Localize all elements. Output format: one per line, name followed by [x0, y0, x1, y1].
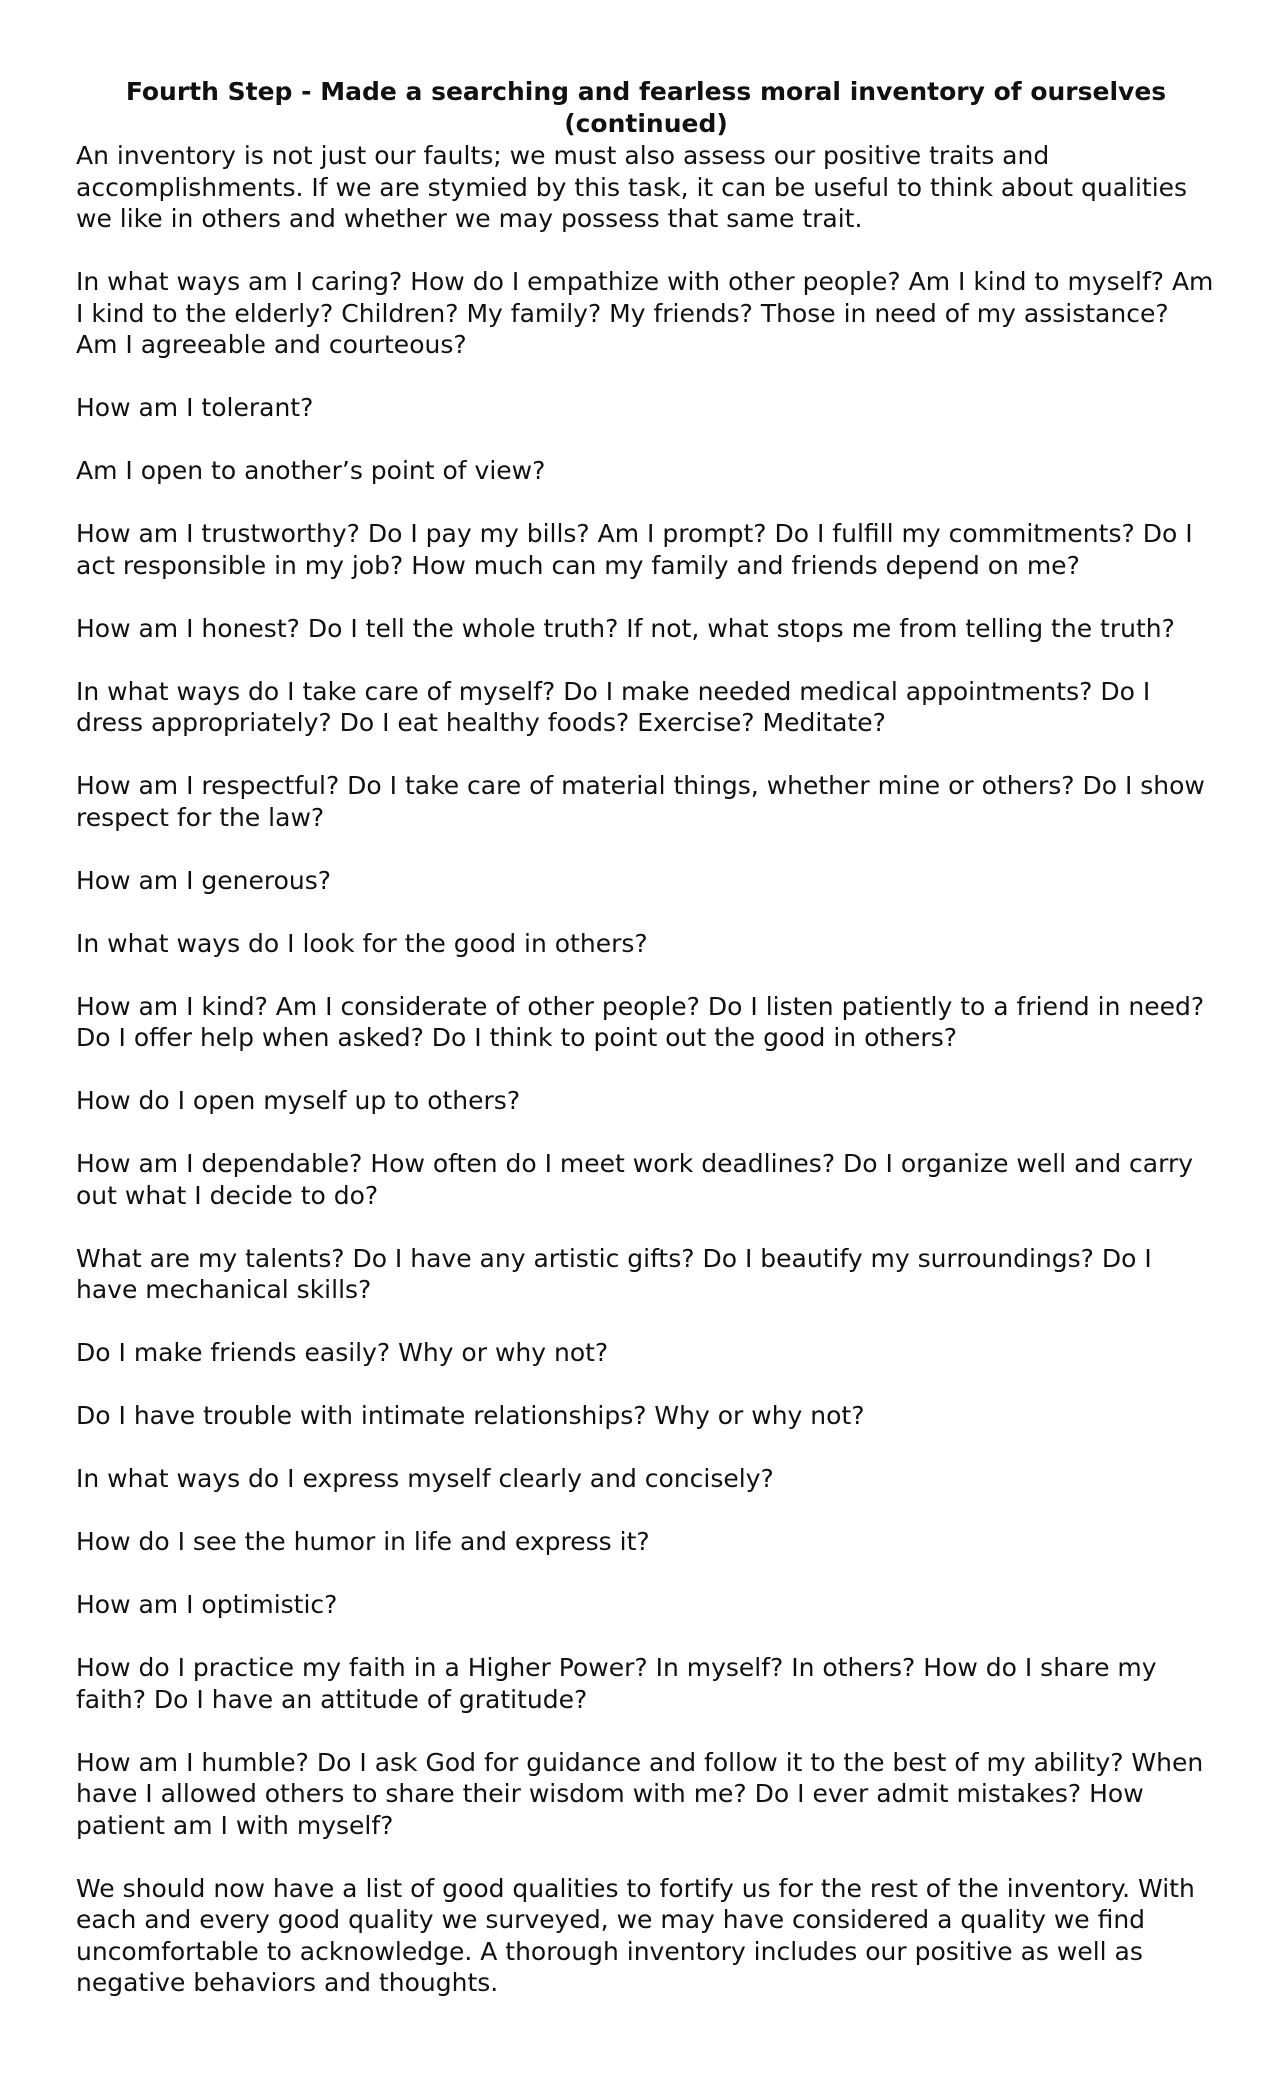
- paragraph-express: In what ways do I express myself clearly and concisely?: [76, 1464, 774, 1493]
- paragraph-talents: What are my talents? Do I have any artistic gifts? Do I beautify my surroundings? Do I have mechanical skills?: [76, 1243, 1152, 1304]
- document-body: [76, 140, 1216, 1999]
- paragraph-self-care: In what ways do I take care of myself? Do I make needed medical appointments? Do I dress appropriately? Do I eat healthy foods? Exercise? Meditate?: [76, 676, 1151, 737]
- paragraph-faith: How do I practice my faith in a Higher Power? In myself? In others? How do I share my faith? Do I have an attitude of gratitude?: [76, 1653, 1157, 1714]
- paragraph-honest: How am I honest? Do I tell the whole truth? If not, what stops me from telling the truth?: [76, 613, 1175, 643]
- document-page: [76, 76, 1216, 2030]
- paragraph-relationships: Do I have trouble with intimate relationships? Why or why not?: [76, 1401, 865, 1430]
- paragraph-tolerant: How am I tolerant?: [76, 393, 314, 422]
- paragraph-humor: How do I see the humor in life and express it?: [76, 1527, 650, 1556]
- paragraph-dependable: How am I dependable? How often do I meet work deadlines? Do I organize well and carry out what I decide to do?: [76, 1149, 1194, 1210]
- paragraph-humble: How am I humble? Do I ask God for guidance and follow it to the best of my ability? When have I allowed others to share their wisdom with me? Do I ever admit mistakes? How patient am I with myself?: [76, 1747, 1204, 1840]
- paragraph-trustworthy: How am I trustworthy? Do I pay my bills? Am I prompt? Do I fulfill my commitments? Do I act responsible in my job? How much can my family and friends depend on me?: [76, 519, 1193, 580]
- paragraph-respectful: How am I respectful? Do I take care of material things, whether mine or others? Do I show respect for the law?: [76, 771, 1205, 832]
- paragraph-open: Am I open to another’s point of view?: [76, 456, 546, 485]
- page-title: Fourth Step - Made a searching and fearless moral inventory of ourselves (continued): [125, 77, 1167, 138]
- paragraph-intro: An inventory is not just our faults; we must also assess our positive traits and accomplishments. If we are stymied by this task, it can be useful to think about qualities we like in others and whether we may possess that same trait.: [76, 141, 1188, 233]
- paragraph-optimistic: How am I optimistic?: [76, 1590, 338, 1619]
- paragraph-caring: In what ways am I caring? How do I empathize with other people? Am I kind to myself? Am I kind to the elderly? Children? My family? My friends? Those in need of my assistance? Am I agreeable and courteous?: [76, 267, 1214, 359]
- paragraph-good-in-others: In what ways do I look for the good in others?: [76, 928, 648, 958]
- paragraph-open-up: How do I open myself up to others?: [76, 1086, 521, 1115]
- paragraph-friends: Do I make friends easily? Why or why not?: [76, 1338, 609, 1367]
- paragraph-conclusion: We should now have a list of good qualities to fortify us for the rest of the inventory. With each and every good quality we surveyed, we may have considered a quality we find uncomfortable to acknowledge. A thorough inventory includes our positive as well as negative behaviors and thoughts.: [76, 1873, 1195, 1997]
- paragraph-generous: How am I generous?: [76, 865, 332, 895]
- paragraph-kind: How am I kind? Am I considerate of other people? Do I listen patiently to a friend in need? Do I offer help when asked? Do I think to point out the good in others?: [76, 991, 1205, 1052]
